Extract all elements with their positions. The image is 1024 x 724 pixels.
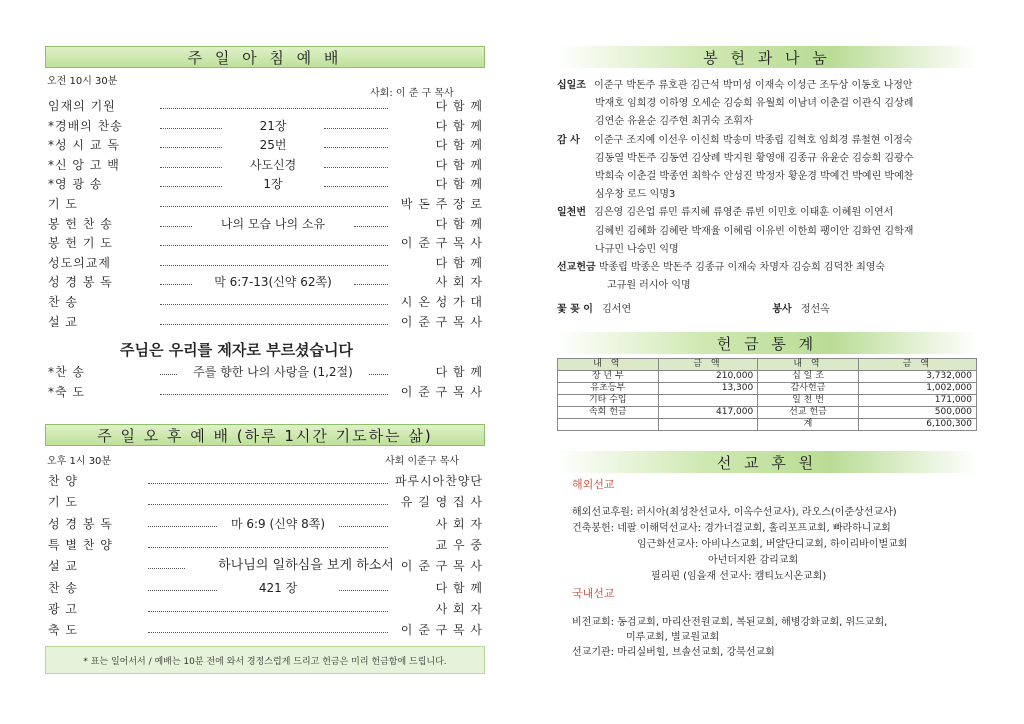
stats-item: 일 천 번	[758, 395, 859, 407]
morning-after-row	[48, 382, 483, 402]
stats-row	[558, 419, 977, 431]
morning-item-person: 시 온 성 가 대	[400, 295, 483, 309]
stats-header	[557, 332, 977, 354]
stats-title: 헌 금 통 계	[716, 334, 818, 353]
domestic-line: 선교기관: 마리실버힐, 브솔선교회, 강북선교회	[572, 647, 775, 658]
morning-row	[48, 155, 483, 175]
stats-col-header: 내 역	[558, 359, 659, 371]
offering-line	[557, 78, 913, 93]
domestic-mission-label: 국내선교	[572, 587, 615, 600]
stats-amount: 210,000	[658, 371, 758, 383]
leader-dots	[148, 611, 388, 612]
stats-amount: 1,002,000	[858, 383, 976, 395]
morning-item-label: 임재의 기원	[48, 99, 116, 113]
afternoon-service-header	[45, 424, 485, 446]
morning-row	[48, 135, 483, 155]
offering-title: 봉 헌 과 나 눔	[703, 48, 831, 67]
overseas-line: 임근화선교사: 아비나스교회, 버얄단디교회, 하이리바이벌교회	[637, 539, 908, 550]
morning-after-item-detail: 주를 향한 나의 사랑을 (1,2절)	[193, 365, 353, 379]
afternoon-time: 오후 1시 30분	[47, 456, 112, 467]
morning-item-label: 설 교	[48, 314, 78, 329]
morning-item-label: 봉 헌 기 도	[48, 236, 113, 251]
morning-row	[48, 116, 483, 136]
offering-line	[557, 133, 913, 148]
afternoon-item-label: 찬 양	[48, 474, 78, 488]
offering-line: 박재호 임희경 이하영 오세순 김승희 유월희 이남녀 이춘걸 이관식 김상례	[595, 98, 914, 110]
morning-service-title: 주 일 아 침 예 배	[187, 48, 343, 67]
stats-amount: 171,000	[858, 395, 976, 407]
morning-item-person: 박 돈 주 장 로	[400, 197, 483, 211]
leader-dots	[160, 147, 222, 148]
afternoon-row	[48, 471, 483, 491]
morning-service-header	[45, 46, 485, 68]
afternoon-row	[48, 578, 483, 598]
offering-line: 박희숙 이춘걸 박종연 최학수 안성진 박정자 황운경 박예건 박예린 박예찬	[595, 171, 914, 182]
afternoon-row	[48, 620, 483, 640]
morning-time: 오전 10시 30분	[47, 76, 118, 87]
morning-item-label: 성 경 봉 독	[48, 275, 113, 290]
afternoon-row	[48, 556, 483, 576]
leader-dots	[324, 186, 388, 187]
offering-line: 나규민 나승민 익명	[595, 243, 679, 255]
offering-line: 김혜빈 김혜화 김혜란 박재율 이혜림 이유빈 이한희 팽이안 김화연 김학재	[595, 225, 914, 237]
morning-item-person: 다 함 께	[435, 177, 483, 192]
afternoon-presider: 사회 이준구 목사	[385, 456, 459, 467]
afternoon-item-label: 찬 송	[48, 580, 78, 595]
morning-row	[48, 96, 483, 116]
morning-item-person: 다 함 께	[435, 138, 483, 153]
domestic-line: 비전교회: 동검교회, 마리산전원교회, 복된교회, 해병강화교회, 위드교회,	[572, 617, 888, 628]
leader-dots	[160, 167, 222, 168]
flower-label: 꽃 꽂 이	[557, 304, 593, 315]
leader-dots	[324, 147, 388, 148]
leader-dots	[160, 245, 388, 246]
afternoon-item-label: 특 별 찬 양	[48, 537, 113, 552]
stats-amount	[658, 419, 758, 431]
morning-item-person: 다 함 께	[435, 118, 483, 133]
offering-line: 심우창 로드 익명3	[595, 189, 676, 201]
morning-item-person: 이 준 구 목 사	[400, 314, 483, 329]
afternoon-service-title: 주 일 오 후 예 배 (하루 1시간 기도하는 삶)	[97, 426, 433, 445]
standing-note	[45, 646, 485, 674]
afternoon-item-detail: 하나님의 일하심을 보게 하소서	[218, 558, 394, 574]
morning-after-row	[48, 362, 483, 382]
afternoon-item-detail: 421 장	[258, 580, 298, 595]
stats-row	[558, 407, 977, 419]
leader-dots	[160, 128, 222, 129]
morning-item-detail: 막 6:7-13(신약 62쪽)	[214, 275, 332, 290]
overseas-line: 건축봉헌: 네팔 이해덕선교사: 경가너걸교회, 홀리포프교회, 빠라하니교회	[572, 523, 891, 534]
stats-item: 선교 헌금	[758, 407, 859, 419]
morning-item-detail: 나의 모습 나의 소유	[220, 216, 326, 231]
service-name: 정선옥	[800, 304, 830, 315]
afternoon-item-person: 이 준 구 목 사	[400, 623, 483, 638]
afternoon-item-person: 사 회 자	[435, 601, 483, 616]
morning-item-person: 사 회 자	[435, 275, 483, 290]
morning-item-person: 이 준 구 목 사	[400, 236, 483, 251]
morning-after-item-person: 다 함 께	[435, 365, 483, 379]
morning-row	[48, 312, 483, 332]
afternoon-item-person: 사 회 자	[435, 516, 483, 531]
offering-line	[557, 205, 893, 220]
afternoon-item-label: 광 고	[48, 601, 78, 616]
afternoon-item-person: 유 길 영 집 사	[400, 495, 483, 510]
afternoon-item-person: 이 준 구 목 사	[400, 559, 483, 574]
leader-dots	[160, 206, 388, 207]
leader-dots	[160, 304, 388, 305]
stats-col-header: 내 역	[758, 359, 859, 371]
afternoon-row	[48, 535, 483, 555]
leader-dots	[324, 167, 388, 168]
mission-title: 선 교 후 원	[716, 453, 818, 472]
leader-dots	[148, 547, 388, 548]
leader-dots	[160, 324, 388, 325]
afternoon-item-person: 파루시아찬양단	[394, 474, 483, 488]
leader-dots	[160, 374, 177, 375]
stats-row	[558, 395, 977, 407]
leader-dots	[339, 526, 388, 527]
offering-line: 김연순 유윤순 김주현 최귀숙 조휘자	[595, 116, 753, 128]
stats-header-row	[558, 359, 977, 371]
stats-item: 유초등부	[558, 383, 659, 395]
morning-row	[48, 253, 483, 273]
stats-item: 계	[758, 419, 859, 431]
afternoon-item-label: 축 도	[48, 623, 78, 638]
offering-category: 감 사	[557, 134, 580, 146]
morning-item-label: 성도의교제	[48, 255, 111, 270]
offering-header	[557, 46, 977, 68]
morning-item-label: 기 도	[48, 197, 78, 211]
morning-item-person: 다 함 께	[435, 216, 483, 231]
leader-dots	[324, 128, 388, 129]
afternoon-item-detail: 마 6:9 (신약 8쪽)	[230, 516, 326, 531]
leader-dots	[148, 526, 217, 527]
stats-amount: 417,000	[658, 407, 758, 419]
stats-item	[558, 419, 659, 431]
leader-dots	[160, 394, 388, 395]
offering-stats-table	[557, 358, 977, 431]
morning-item-person: 다 함 께	[435, 99, 483, 113]
morning-item-label: *경배의 찬송	[48, 118, 123, 133]
leader-dots	[148, 504, 388, 505]
leader-dots	[148, 590, 217, 591]
afternoon-row	[48, 492, 483, 512]
leader-dots	[160, 108, 388, 109]
stats-amount	[658, 395, 758, 407]
offering-category: 일천번	[557, 207, 586, 219]
morning-after-item-label: *찬 송	[48, 365, 85, 379]
leader-dots	[160, 186, 222, 187]
offering-names: 김은영 김은업 류민 류지혜 류영준 류빈 이민호 이태훈 이혜원 이연서	[591, 207, 894, 219]
leader-dots	[148, 568, 185, 569]
morning-item-detail: 사도신경	[249, 157, 297, 172]
morning-item-label: *신 앙 고 백	[48, 157, 120, 172]
overseas-line: 필리핀 (임을재 선교사: 캠티뇨시온교회)	[651, 571, 827, 582]
morning-row	[48, 233, 483, 253]
stats-amount: 6,100,300	[858, 419, 976, 431]
leader-dots	[160, 226, 192, 227]
offering-names: 이준구 박돈주 류호관 김근석 박미성 이재숙 이성근 조두상 이동호 나정안	[591, 80, 913, 91]
stats-row	[558, 371, 977, 383]
offering-line	[557, 260, 885, 275]
leader-dots	[339, 590, 388, 591]
morning-item-label: 봉 헌 찬 송	[48, 216, 113, 231]
morning-row	[48, 292, 483, 312]
morning-after-item-label: *축 도	[48, 385, 85, 399]
stats-item: 장 년 부	[558, 371, 659, 383]
stats-col-header: 금 액	[658, 359, 758, 371]
stats-item: 십 일 조	[758, 371, 859, 383]
offering-names: 이준구 조지예 이선우 이신희 박송미 박종립 김혁호 임희경 류철현 이정숙	[591, 134, 913, 146]
leader-dots	[160, 284, 192, 285]
leader-dots	[354, 284, 388, 285]
offering-line: 김동열 박돈주 김동연 김상례 박지원 황영애 김종규 유윤순 김승희 김광수	[595, 152, 914, 164]
leader-dots	[148, 483, 388, 484]
morning-item-detail: 25번	[259, 138, 287, 153]
offering-line: 고규원 러시아 익명	[607, 280, 691, 292]
offering-category: 십일조	[557, 80, 586, 91]
stats-item: 감사헌금	[758, 383, 859, 395]
stats-row	[558, 383, 977, 395]
mission-header	[557, 451, 977, 473]
overseas-line: 해외선교후원: 러시아(최성찬선교사, 이옥수선교사), 라오스(이준상선교사)	[572, 507, 897, 518]
morning-after-item-person: 이 준 구 목 사	[400, 385, 483, 399]
afternoon-item-person: 다 함 께	[435, 580, 483, 595]
leader-dots	[354, 226, 388, 227]
leader-dots	[160, 265, 388, 266]
stats-col-header: 금 액	[858, 359, 976, 371]
morning-presider: 사회: 이 준 구 목사	[370, 88, 454, 99]
morning-item-label: *영 광 송	[48, 177, 103, 192]
afternoon-item-label: 설 교	[48, 559, 78, 574]
stats-amount: 13,300	[658, 383, 758, 395]
morning-row	[48, 214, 483, 234]
leader-dots	[148, 632, 388, 633]
service-label: 봉사	[772, 304, 792, 315]
overseas-line: 아넌더지완 감리교회	[708, 555, 799, 566]
morning-item-label: 찬 송	[48, 295, 78, 309]
flower-line	[557, 302, 830, 317]
morning-row	[48, 194, 483, 214]
overseas-mission-label: 해외선교	[572, 478, 615, 491]
offering-category: 선교헌금	[557, 262, 596, 273]
domestic-line: 미루교회, 별교원교회	[626, 632, 720, 643]
morning-item-detail: 21장	[259, 118, 287, 133]
flower-name: 김서연	[602, 304, 632, 315]
stats-amount: 500,000	[858, 407, 976, 419]
stats-amount: 3,732,000	[858, 371, 976, 383]
morning-row	[48, 174, 483, 194]
morning-item-detail: 1장	[263, 177, 283, 192]
standing-note-text: * 표는 일어서서 / 예배는 10분 전에 와서 경정스럽게 드리고 헌금은 미리 헌금함에 드립니다.	[83, 656, 447, 667]
morning-item-person: 다 함 께	[435, 255, 483, 270]
leader-dots	[369, 374, 388, 375]
afternoon-item-person: 교 우 중	[435, 537, 483, 552]
offering-names: 박종립 박종은 박돈주 김종규 이재숙 차명자 김승희 김덕찬 최영숙	[595, 262, 886, 273]
afternoon-item-label: 기 도	[48, 495, 78, 510]
morning-item-label: *성 시 교 독	[48, 138, 120, 153]
stats-item: 속회 헌금	[558, 407, 659, 419]
morning-row	[48, 272, 483, 292]
afternoon-row	[48, 514, 483, 534]
morning-sermon-title: 주님은 우리를 제자로 부르셨습니다	[120, 341, 354, 359]
stats-item: 기타 수입	[558, 395, 659, 407]
morning-item-person: 다 함 께	[435, 157, 483, 172]
afternoon-row	[48, 599, 483, 619]
afternoon-item-label: 성 경 봉 독	[48, 516, 113, 531]
